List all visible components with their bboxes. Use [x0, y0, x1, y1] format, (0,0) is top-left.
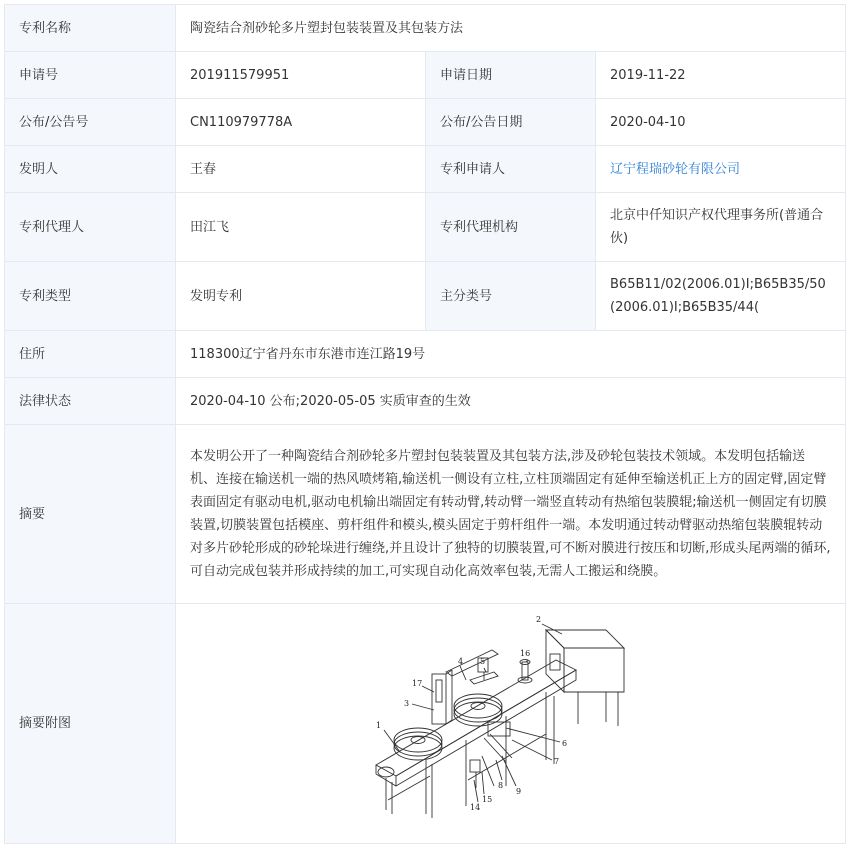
label-inventor: 发明人	[5, 146, 176, 193]
fig-label-1: 1	[376, 721, 382, 730]
applicant-link[interactable]: 辽宁程瑞砂轮有限公司	[610, 161, 741, 177]
label-address: 住所	[5, 331, 176, 378]
figure-part-labels	[376, 615, 567, 812]
fig-label-2: 2	[536, 615, 542, 624]
fig-label-7: 7	[554, 757, 560, 766]
fig-label-14: 14	[470, 803, 481, 812]
row-inventor	[5, 146, 846, 193]
value-address: 118300辽宁省丹东市东港市连江路19号	[176, 331, 846, 378]
row-type	[5, 262, 846, 331]
row-agent	[5, 193, 846, 262]
label-legal: 法律状态	[5, 378, 176, 425]
value-inventor: 王春	[176, 146, 426, 193]
label-pub-date: 公布/公告日期	[426, 99, 596, 146]
value-legal: 2020-04-10 公布;2020-05-05 实质审查的生效	[176, 378, 846, 425]
value-title: 陶瓷结合剂砂轮多片塑封包装装置及其包装方法	[176, 5, 846, 52]
label-figure: 摘要附图	[5, 604, 176, 844]
row-figure	[5, 604, 846, 844]
row-legal	[5, 378, 846, 425]
label-title: 专利名称	[5, 5, 176, 52]
fig-label-6: 6	[562, 739, 568, 748]
value-pub-date: 2020-04-10	[596, 99, 846, 146]
value-abstract: 本发明公开了一种陶瓷结合剂砂轮多片塑封包装装置及其包装方法,涉及砂轮包装技术领域。本发明包括输送机、连接在输送机一端的热风喷烤箱,输送机一侧设有立柱,立柱顶端固定有延伸至输送机正上方的固定臂,固定臂表面固定有驱动电机,驱动电机输出端固定有转动臂,转动臂一端竖直转动有热缩包装膜辊;输送机一侧固定有切膜装置,切膜装置包括模座、剪杆组件和模头,模头固定于剪杆组件一端。本发明通过转动臂驱动热缩包装膜辊转动对多片砂轮形成的砂轮垛进行缠绕,并且设计了独特的切膜装置,可不断对膜进行按压和切断,形成头尾两端的循环,可自动完成包装并形成持续的加工,可实现自动化高效率包装,无需人工搬运和绕膜。	[176, 425, 846, 604]
row-pub	[5, 99, 846, 146]
value-app-no: 201911579951	[176, 52, 426, 99]
abstract-figure-drawing	[366, 610, 656, 838]
label-applicant: 专利申请人	[426, 146, 596, 193]
fig-label-4: 4	[458, 657, 464, 666]
fig-label-16: 16	[520, 649, 531, 658]
value-agency: 北京中仟知识产权代理事务所(普通合伙)	[596, 193, 846, 262]
value-agent: 田江飞	[176, 193, 426, 262]
row-title	[5, 5, 846, 52]
fig-label-9: 9	[516, 787, 522, 796]
value-pub-no: CN110979778A	[176, 99, 426, 146]
fig-label-17: 17	[412, 679, 423, 688]
label-pub-no: 公布/公告号	[5, 99, 176, 146]
row-address	[5, 331, 846, 378]
label-app-no: 申请号	[5, 52, 176, 99]
label-abstract: 摘要	[5, 425, 176, 604]
fig-label-3: 3	[404, 699, 410, 708]
row-app	[5, 52, 846, 99]
label-ipc: 主分类号	[426, 262, 596, 331]
fig-label-15: 15	[482, 795, 493, 804]
value-type: 发明专利	[176, 262, 426, 331]
value-ipc: B65B11/02(2006.01)I;B65B35/50(2006.01)I;B65B35/44(	[596, 262, 846, 331]
label-type: 专利类型	[5, 262, 176, 331]
value-app-date: 2019-11-22	[596, 52, 846, 99]
fig-label-5: 5	[480, 657, 486, 666]
value-applicant-cell	[596, 146, 846, 193]
patent-info-table	[4, 4, 846, 844]
figure-cell	[176, 604, 846, 844]
row-abstract	[5, 425, 846, 604]
label-agent: 专利代理人	[5, 193, 176, 262]
label-agency: 专利代理机构	[426, 193, 596, 262]
fig-label-8: 8	[498, 781, 504, 790]
label-app-date: 申请日期	[426, 52, 596, 99]
